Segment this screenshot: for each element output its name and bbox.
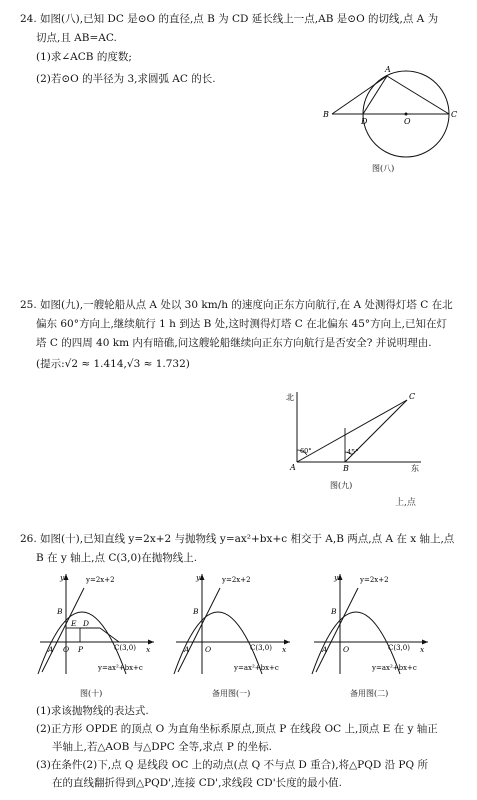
figure-10	[36, 570, 158, 678]
q26-part2b: 半轴上,若△AOB 与△DPC 全等,求点 P 的坐标.	[52, 741, 273, 753]
fig10-x: x	[146, 645, 151, 654]
fig10-c: C(3,0)	[114, 644, 136, 652]
q24-part2: (2)若⊙O 的半径为 3,求圆弧 AC 的长.	[36, 73, 216, 85]
spare1-caption: 备用图(一)	[212, 689, 251, 698]
q25-line3: 塔 C 的四周 40 km 内有暗礁,问这艘轮船继续向正东方向航行是否安全? 并说明理由.	[36, 337, 432, 349]
fig10-p: P	[78, 645, 84, 654]
spare2-parab-label: y=ax²+bx+c	[372, 664, 417, 672]
spare2-c: C(3,0)	[388, 644, 410, 652]
spare-figure-2	[310, 570, 432, 678]
fig9-label-c: C	[409, 392, 416, 401]
spare1-line-label: y=2x+2	[222, 576, 251, 584]
q26-line1: 26. 如图(十),已知直线 y=2x+2 与抛物线 y=ax²+bx+c 相交于 A,B 两点,点 A 在 x 轴上,点	[20, 533, 455, 545]
fig9-caption: 图(九)	[330, 481, 353, 490]
q25-line2: 偏东 60°方向上,继续航行 1 h 到达 B 处,这时测得灯塔 C 在北偏东 45°方向上,已知在灯	[36, 318, 447, 330]
q26-part3b: 在的直线翻折得到△PQD',连接 CD',求线段 CD'长度的最小值.	[52, 777, 342, 789]
fig8-caption: 图(八)	[372, 164, 395, 173]
q24-part1: (1)求∠ACB 的度数;	[36, 51, 132, 63]
spare1-parab-label: y=ax²+bx+c	[234, 664, 279, 672]
fig10-o: O	[63, 645, 70, 654]
q26-part1: (1)求该抛物线的表达式.	[36, 705, 149, 717]
spare2-o: O	[343, 645, 350, 654]
spare2-caption: 备用图(二)	[350, 689, 389, 698]
q25-line1: 25. 如图(九),一艘轮船从点 A 处以 30 km/h 的速度向正东方向航行,在 A 处测得灯塔 C 在北	[20, 299, 453, 311]
spare2-x: x	[420, 645, 425, 654]
spare1-b: B	[193, 607, 199, 616]
spare2-y: y	[334, 573, 339, 582]
figure-8	[320, 60, 470, 180]
spare1-y: y	[196, 573, 201, 582]
fig8-label-o: O	[404, 117, 411, 126]
spare2-b: B	[331, 607, 337, 616]
fig10-e: E	[71, 619, 77, 628]
fig10-y: y	[60, 573, 65, 582]
fig9-east: 东	[411, 464, 419, 473]
fig8-label-b: B	[323, 110, 329, 119]
q26-part2a: (2)正方形 OPDE 的顶点 O 为直角坐标系原点,顶点 P 在线段 OC 上,顶点 E 在 y 轴正	[36, 723, 438, 735]
fig10-caption: 图(十)	[80, 689, 103, 698]
q25-hint: (提示:√2 ≈ 1.414,√3 ≈ 1.732)	[36, 358, 190, 370]
spare1-x: x	[282, 645, 287, 654]
q26-part3a: (3)在条件(2)下,点 Q 是线段 OC 上的动点(点 Q 不与点 D 重合),将△PQD 沿 PQ 所	[36, 759, 428, 771]
spare-figure-1	[172, 570, 294, 678]
fig9-angle-60: 60°	[300, 447, 312, 455]
fig9-label-b: B	[343, 464, 349, 473]
figure-9	[283, 388, 433, 478]
fig10-b: B	[57, 607, 63, 616]
fig10-parab-label: y=ax²+bx+c	[98, 664, 143, 672]
fig9-label-a: A	[290, 463, 296, 472]
fig8-label-d: D	[361, 117, 368, 126]
spare1-a: A	[184, 645, 190, 654]
q26-line2: B 在 y 轴上,点 C(3,0)在抛物线上.	[36, 552, 198, 564]
fig10-a: A	[48, 645, 54, 654]
q24-line2: 切点,且 AB=AC.	[36, 32, 117, 44]
fig10-d: D	[83, 619, 90, 628]
spare2-a: A	[322, 645, 328, 654]
fig8-label-a: A	[385, 65, 391, 74]
spare1-o: O	[205, 645, 212, 654]
fig8-label-c: C	[451, 110, 458, 119]
fig9-north: 北	[286, 393, 294, 402]
spare2-line-label: y=2x+2	[360, 576, 389, 584]
fig9-angle-45: 45°	[347, 448, 359, 456]
stray-text: 上,点	[395, 498, 416, 508]
spare1-c: C(3,0)	[250, 644, 272, 652]
q24-line1: 24. 如图(八),已知 DC 是⊙O 的直径,点 B 为 CD 延长线上一点,AB 是⊙O 的切线,点 A 为	[20, 13, 439, 25]
fig10-line-label: y=2x+2	[86, 576, 115, 584]
